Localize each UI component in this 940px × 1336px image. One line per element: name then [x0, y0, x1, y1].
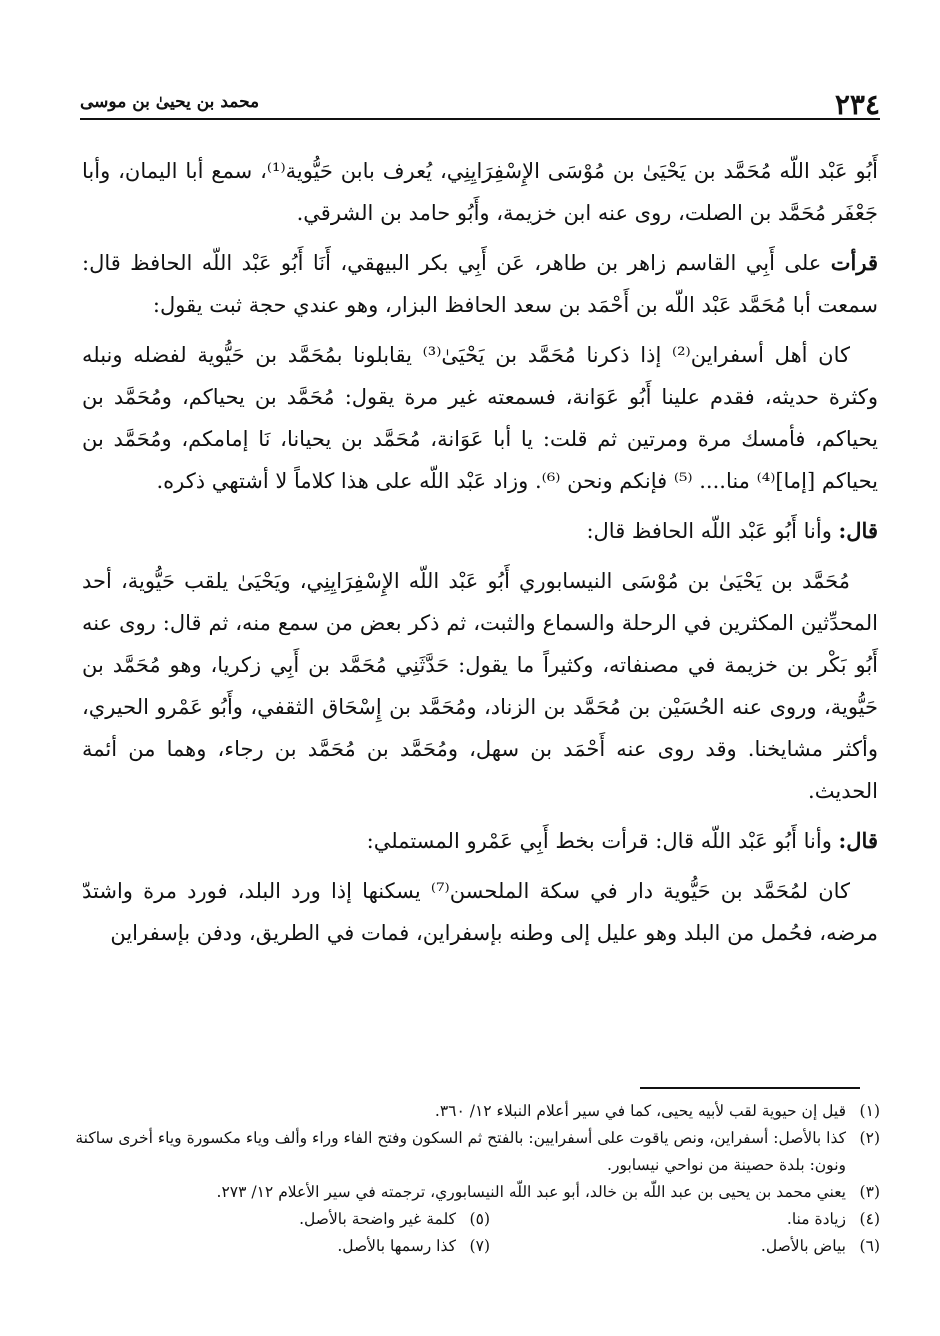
page-number: ٢٣٤ [834, 88, 880, 121]
paragraph-text: على أَبِي القاسم زاهر بن طاهر، عَن أَبِي بكر البيهقي، أَنَا أَبُو عَبْد اللّه الحافظ قال: سمعت أبا مُحَمَّد عَبْد اللّه بن أَحْمَد بن سعد الحافظ البزار، وهو عندي حجة ثبت يقول: [82, 251, 878, 317]
footnote-6 [490, 1233, 880, 1260]
footnote-number: (١) [859, 1102, 880, 1120]
paragraph-text: كان أهل أسفراين⁽²⁾ إذا ذكرنا مُحَمَّد بن يَحْيَىٰ⁽³⁾ يقابلونا بمُحَمَّد بن حَيُّوية لفضله ونبله وكثرة حديثه، فقدم علينا أَبُو عَوَانة، فسمعته غير مرة يقول: مُحَمَّد بن يحياكم، ومُحَمَّد بن يحياكم، فأمسك مرة ومرتين ثم قلت: يا أبا عَوَانة، مُحَمَّد بن يحيانا، نَا إمامكم، ومُحَمَّد بن يحياكم [إما]⁽⁴⁾ منا.... ⁽⁵⁾ فإنكم ونحن ⁽⁶⁾. وزاد عَبْد اللّه على هذا كلاماً لا أشتهي ذكره. [82, 343, 878, 493]
footnote-5 [100, 1206, 490, 1233]
paragraph-lead: قال: [838, 828, 878, 853]
footnote-number: (٢) [859, 1129, 880, 1147]
paragraph-text: وأنا أَبُو عَبْد اللّه قال: قرأت بخط أَبِي عَمْرو المستملي: [366, 829, 832, 853]
footnote-1 [70, 1098, 880, 1125]
footnote-number: (٥) [469, 1210, 490, 1228]
footnote-number: (٣) [859, 1183, 880, 1201]
footnote-row [70, 1233, 880, 1260]
footnote-text: زيادة منا. [786, 1210, 846, 1228]
footnotes [70, 1098, 880, 1260]
running-title: محمد بن يحيىٰ بن موسى [80, 92, 260, 112]
paragraph-death [82, 870, 878, 954]
footnote-text: قيل إن حيوية لقب لأبيه يحيى، كما في سير أعلام النبلاء ١٢/ ٣٦٠. [434, 1102, 846, 1120]
paragraph-intro [82, 150, 878, 234]
paragraph-biography [82, 560, 878, 812]
main-text [82, 150, 878, 962]
footnote-7 [100, 1233, 490, 1260]
paragraph-isnad-2 [82, 510, 878, 552]
paragraph-text: كان لمُحَمَّد بن حَيُّوية دار في سكة الملحسن⁽⁷⁾ يسكنها إذا ورد البلد، فورد مرة واشتدّ مرضه، فحُمل من البلد وهو عليل إلى وطنه بإسفراين، فمات في الطريق، ودفن بإسفراين [82, 879, 878, 945]
paragraph-isnad-3 [82, 820, 878, 862]
footnote-2 [70, 1125, 880, 1179]
paragraph-text: مُحَمَّد بن يَحْيَىٰ بن مُوْسَى النيسابوري أَبُو عَبْد اللّه الإِسْفِرَايِنِي، ويَحْيَىٰ يلقب حَيُّوية، أحد المحدِّثين المكثرين في الرحلة والسماع والثبت، ثم ذكر بعض من سمع منه، ثم قال: روى عنه أَبُو بَكْر بن خزيمة في مصنفاته، وكثيراً ما يقول: حَدَّثَنِي مُحَمَّد بن أَبِي زكريا، وهو مُحَمَّد بن حَيُّوية، وروى عنه الحُسَيْن بن مُحَمَّد بن الزناد، ومُحَمَّد بن إِسْحَاق الثقفي، وأَبُو عَمْرو الحيري، وأكثر مشايخنا. وقد روى عنه أَحْمَد بن سهل، ومُحَمَّد بن مُحَمَّد بن رجاء، وهما من أئمة الحديث. [82, 569, 878, 803]
paragraph-text: وأنا أَبُو عَبْد اللّه الحافظ قال: [586, 519, 832, 543]
footnote-4 [490, 1206, 880, 1233]
footnote-text: كذا رسمها بالأصل. [337, 1237, 456, 1255]
footnote-row [70, 1206, 880, 1233]
footnote-separator [640, 1087, 860, 1089]
footnote-number: (٧) [469, 1237, 490, 1255]
footnote-number: (٦) [859, 1237, 880, 1255]
paragraph-quote-1 [82, 334, 878, 502]
page-header [80, 78, 880, 120]
paragraph-text: أَبُو عَبْد اللّه مُحَمَّد بن يَحْيَىٰ بن مُوْسَى الإِسْفِرَايِنِي، يُعرف بابن حَيُّوية⁽¹⁾، سمع أبا اليمان، وأبا جَعْفَر مُحَمَّد بن الصلت، روى عنه ابن خزيمة، وأَبُو حامد بن الشرقي. [82, 159, 879, 225]
paragraph-lead: قال: [838, 518, 878, 543]
footnote-text: بياض بالأصل. [760, 1237, 846, 1255]
footnote-text: كلمة غير واضحة بالأصل. [299, 1210, 456, 1228]
footnote-number: (٤) [859, 1210, 880, 1228]
footnote-text: يعني محمد بن يحيى بن عبد اللّه بن خالد، أبو عبد اللّه النيسابوري، ترجمته في سير الأعلام ١٢/ ٢٧٣. [216, 1183, 846, 1201]
paragraph-lead: قرأت [830, 250, 878, 275]
footnote-text: كذا بالأصل: أسفراين، ونص ياقوت على أسفرايين: بالفتح ثم السكون وفتح الفاء وراء وألف وياء مكسورة وياء أخرى ساكنة ونون: بلدة حصينة من نواحي نيسابور. [75, 1129, 846, 1174]
paragraph-isnad-1 [82, 242, 878, 326]
footnote-3 [70, 1179, 880, 1206]
